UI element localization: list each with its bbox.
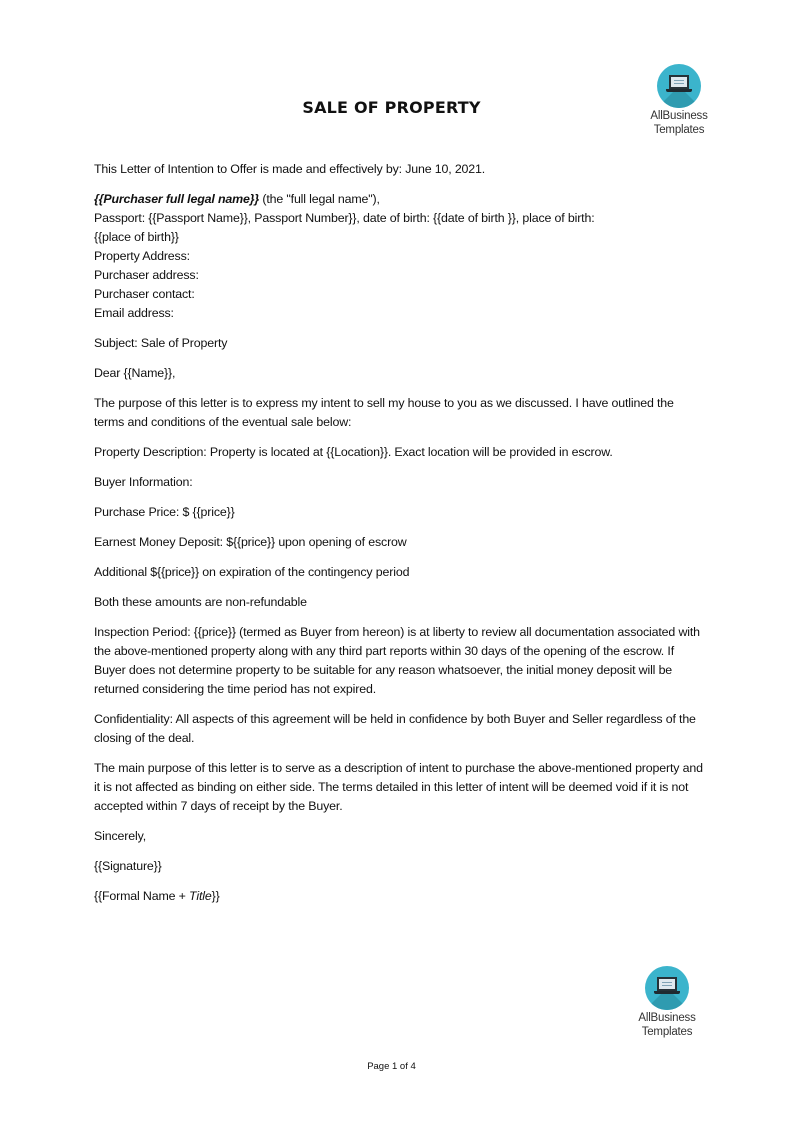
purpose-paragraph: The purpose of this letter is to express my intent to sell my house to you as we discussed. I have outlined the terms and conditions of the eventual sale below: bbox=[94, 396, 674, 429]
intro-line: This Letter of Intention to Offer is made and effectively by: June 10, 2021. bbox=[94, 162, 486, 176]
inspection-period: Inspection Period: {{price}} (termed as Buyer from hereon) is at liberty to review all documentation associated with the above-mentioned property along with any third part reports within 30 days of the opening of the escrow. If Buyer does not determine property to be suitable for any reason whatsoever, the initial money deposit will be returned considering the time period has not expired. bbox=[94, 625, 700, 696]
salutation: Dear {{Name}}, bbox=[94, 366, 176, 380]
logo-brand-line1: AllBusiness bbox=[650, 110, 708, 122]
document-title: SALE OF PROPERTY bbox=[302, 98, 481, 117]
purchaser-name-line bbox=[94, 190, 706, 209]
buyer-information: Buyer Information: bbox=[94, 475, 193, 489]
confidentiality: Confidentiality: All aspects of this agreement will be held in confidence by both Buyer and Seller regardless of the closing of the deal. bbox=[94, 712, 696, 745]
formal-name-line bbox=[94, 887, 706, 906]
letter-body bbox=[94, 160, 706, 917]
earnest-money-deposit: Earnest Money Deposit: ${{price}} upon opening of escrow bbox=[94, 535, 407, 549]
passport-line: Passport: {{Passport Name}}, Passport Number}}, date of birth: {{date of birth }}, place of birth: bbox=[94, 211, 595, 225]
purchaser-address-line: Purchaser address: bbox=[94, 268, 199, 282]
sincerely: Sincerely, bbox=[94, 829, 146, 843]
formal-name-suffix: }} bbox=[211, 889, 220, 903]
purchaser-name-placeholder: {{Purchaser full legal name}} bbox=[94, 192, 260, 206]
page-indicator: Page 1 of 4 bbox=[367, 1061, 416, 1072]
purchase-price: Purchase Price: $ {{price}} bbox=[94, 505, 235, 519]
main-purpose: The main purpose of this letter is to serve as a description of intent to purchase the above-mentioned property and it is not affected as binding on either side. The terms detailed in this letter of intent will be deemed void if it is not accepted within 7 days of receipt by the Buyer. bbox=[94, 761, 703, 813]
purchaser-name-suffix: (the "full legal name"), bbox=[259, 192, 380, 206]
allbusiness-logo-bottom bbox=[622, 966, 712, 1038]
formal-name-title: Title bbox=[189, 889, 212, 903]
property-address-line: Property Address: bbox=[94, 249, 190, 263]
email-address-line: Email address: bbox=[94, 306, 174, 320]
formal-name-prefix: {{Formal Name + bbox=[94, 889, 190, 903]
place-of-birth-line: {{place of birth}} bbox=[94, 230, 179, 244]
signature-placeholder: {{Signature}} bbox=[94, 859, 162, 873]
subject-line: Subject: Sale of Property bbox=[94, 336, 228, 350]
logo-brand-line1: AllBusiness bbox=[638, 1012, 696, 1024]
property-description: Property Description: Property is located at {{Location}}. Exact location will be provided in escrow. bbox=[94, 445, 613, 459]
logo-brand-line2: Templates bbox=[641, 1026, 693, 1038]
non-refundable-note: Both these amounts are non-refundable bbox=[94, 595, 307, 609]
logo-brand-line2: Templates bbox=[653, 124, 705, 136]
purchaser-contact-line: Purchaser contact: bbox=[94, 287, 195, 301]
additional-amount: Additional ${{price}} on expiration of the contingency period bbox=[94, 565, 410, 579]
laptop-icon bbox=[645, 966, 689, 1010]
